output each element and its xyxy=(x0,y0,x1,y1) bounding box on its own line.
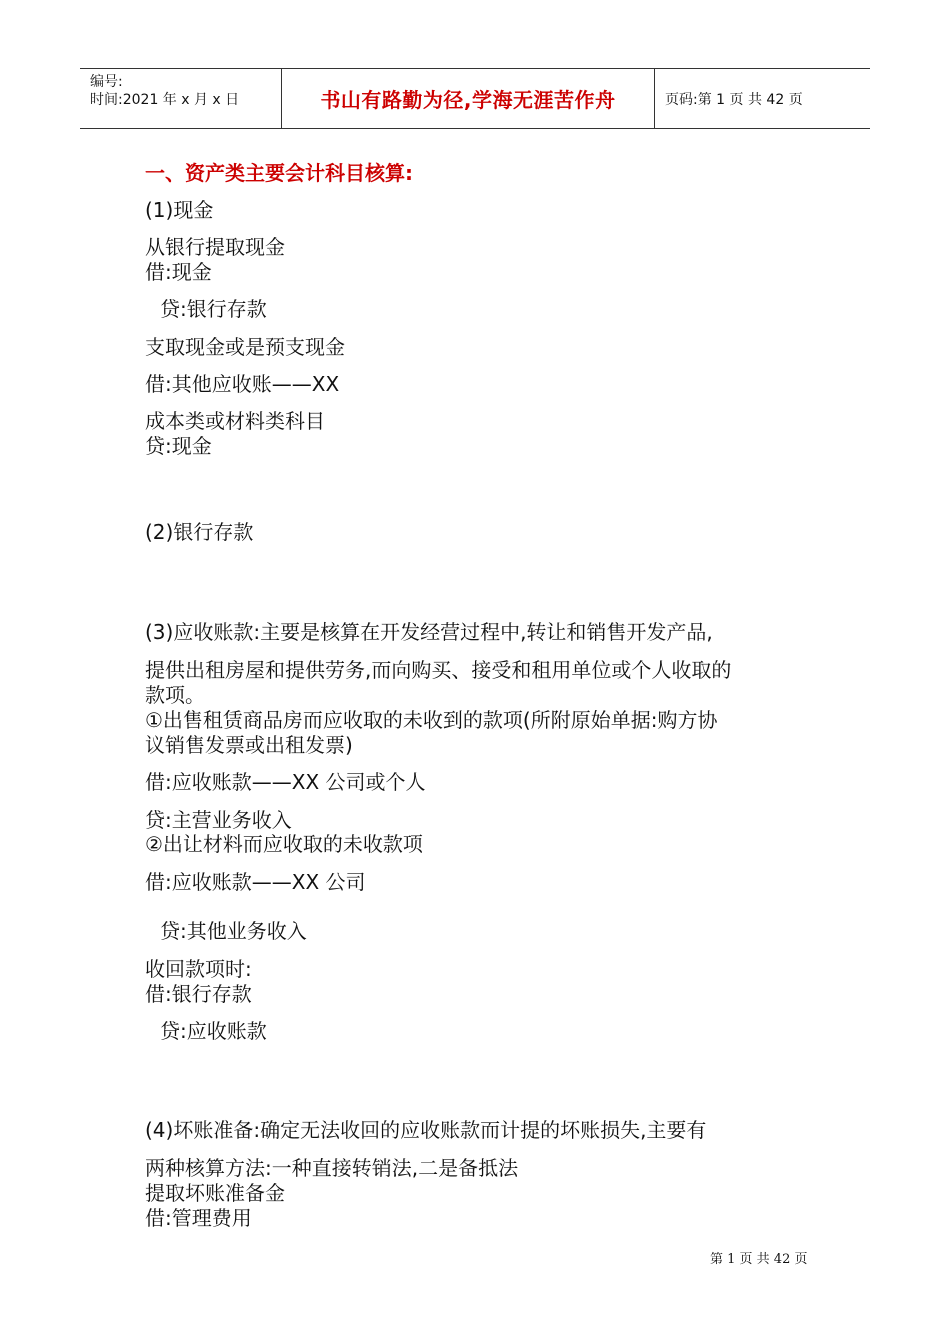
paragraph-line: 成本类或材料类科目 xyxy=(145,409,325,433)
paragraph-line: 贷:主营业务收入 xyxy=(145,808,292,832)
time-label: 时间:2021 年 x 月 x 日 xyxy=(90,92,240,108)
motto: 书山有路勤为径,学海无涯苦作舟 xyxy=(320,88,616,112)
paragraph-line: 从银行提取现金 xyxy=(145,235,285,259)
paragraph-line: 提供出租房屋和提供劳务,而向购买、接受和租用单位或个人收取的 xyxy=(145,658,732,682)
paragraph-line: (4)坏账准备:确定无法收回的应收账款而计提的坏账损失,主要有 xyxy=(145,1118,707,1142)
paragraph-line: 借:应收账款——XX 公司 xyxy=(145,870,366,894)
paragraph-line: 贷:其他业务收入 xyxy=(160,919,307,943)
paragraph-line: 贷:银行存款 xyxy=(160,297,267,321)
paragraph-line: 贷:应收账款 xyxy=(160,1019,267,1043)
header-meta-cell xyxy=(80,69,282,128)
paragraph-line: 借:现金 xyxy=(145,260,212,284)
paragraph-line: 支取现金或是预支现金 xyxy=(145,335,345,359)
paragraph-line: 收回款项时: xyxy=(145,957,252,981)
paragraph-line: 提取坏账准备金 xyxy=(145,1181,285,1205)
paragraph-line: 借:银行存款 xyxy=(145,982,252,1006)
paragraph-line: 借:其他应收账——XX xyxy=(145,372,340,396)
item-bank-deposit-title: (2)银行存款 xyxy=(145,520,254,544)
header-motto-cell xyxy=(282,69,655,128)
paragraph-line: (3)应收账款:主要是核算在开发经营过程中,转让和销售开发产品, xyxy=(145,620,713,644)
number-label: 编号: xyxy=(90,74,123,90)
page-info: 页码:第 1 页 共 42 页 xyxy=(665,91,803,108)
paragraph-line: 借:应收账款——XX 公司或个人 xyxy=(145,770,426,794)
paragraph-line: 议销售发票或出租发票) xyxy=(145,733,353,757)
paragraph-line: 两种核算方法:一种直接转销法,二是备抵法 xyxy=(145,1156,519,1180)
paragraph-line: 贷:现金 xyxy=(145,434,212,458)
page-footer: 第 1 页 共 42 页 xyxy=(710,1252,808,1267)
paragraph-line: 借:管理费用 xyxy=(145,1206,252,1230)
item-cash-title: (1)现金 xyxy=(145,198,214,222)
paragraph-line: 款项。 xyxy=(145,683,205,707)
paragraph-line: ②出让材料而应收取的未收款项 xyxy=(145,832,423,856)
header-page-cell xyxy=(655,69,870,128)
paragraph-line: ①出售租赁商品房而应收取的未收到的款项(所附原始单据:购方协 xyxy=(145,708,718,732)
document-header xyxy=(80,68,870,129)
section-heading: 一、资产类主要会计科目核算: xyxy=(145,161,413,185)
